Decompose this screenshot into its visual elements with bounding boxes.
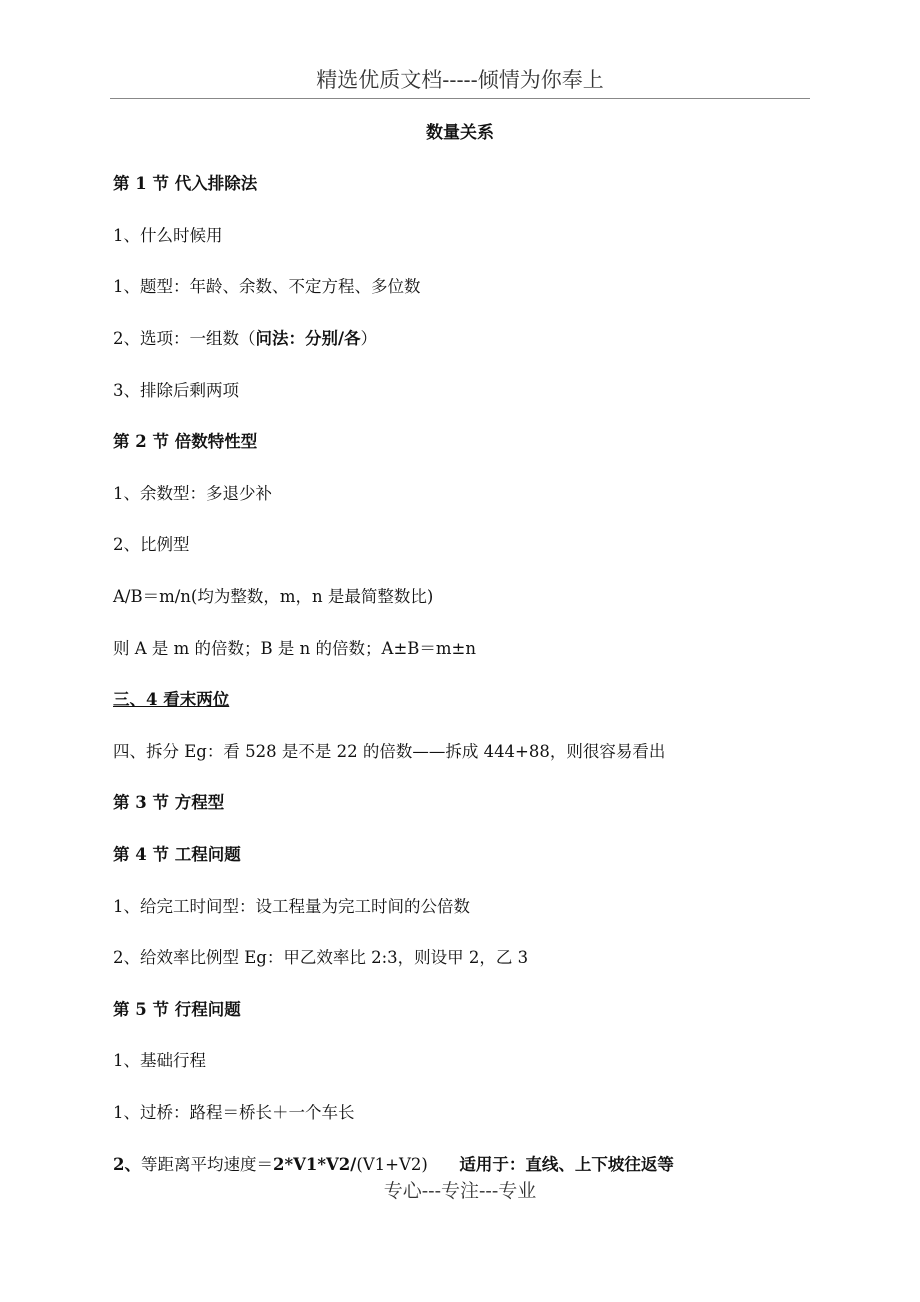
page-footer: 专心---专注---专业: [383, 1180, 537, 1202]
list-item-completion-time: 1、给完工时间型：设工程量为完工时间的公倍数: [113, 897, 470, 916]
section-heading-4: 第 4 节 工程问题: [113, 845, 241, 864]
ratio-formula: A/B＝m/n(均为整数，m，n 是最简整数比): [113, 587, 434, 606]
subheading-when-to-use: 1、什么时候用: [113, 226, 223, 245]
average-speed-label: 等距离平均速度＝: [140, 1155, 273, 1174]
average-speed-gap: [428, 1155, 459, 1174]
options-close-paren: ）: [360, 329, 378, 348]
document-title: 数量关系: [426, 123, 494, 143]
options-text: 2、选项：一组数（: [113, 329, 256, 348]
list-item-efficiency-ratio: 2、给效率比例型 Eg：甲乙效率比 2:3，则设甲 2，乙 3: [113, 948, 529, 967]
page-header: [110, 62, 810, 99]
average-speed-number: 2、: [113, 1155, 141, 1174]
list-item-ratio: 2、比例型: [113, 535, 190, 554]
list-item-bridge: 1、过桥：路程＝桥长＋一个车长: [113, 1103, 355, 1122]
average-speed-applicability: 适用于：直线、上下坡往返等: [459, 1155, 674, 1174]
list-item-eliminate: 3、排除后剩两项: [113, 381, 239, 400]
options-bold-text: 问法：分别/各: [255, 329, 361, 348]
section-heading-1: 第 1 节 代入排除法: [113, 174, 258, 193]
section-heading-3: 第 3 节 方程型: [113, 793, 225, 812]
average-speed-formula-bold: 2*V1*V2/: [272, 1155, 357, 1174]
heading-last-two-digits: 三、4 看末两位: [113, 690, 230, 709]
section-heading-2: 第 2 节 倍数特性型: [113, 432, 258, 451]
list-item-options: [113, 326, 377, 352]
ratio-conclusion: 则 A 是 m 的倍数；B 是 n 的倍数；A±B＝m±n: [113, 639, 476, 658]
average-speed-formula: (V1+V2): [356, 1155, 428, 1174]
list-item-remainder: 1、余数型：多退少补: [113, 484, 272, 503]
section-heading-5: 第 5 节 行程问题: [113, 1000, 241, 1019]
header-text: 精选优质文档-----倾情为你奉上: [316, 68, 604, 92]
list-item-question-types: 1、题型：年龄、余数、不定方程、多位数: [113, 277, 421, 296]
subheading-basic-travel: 1、基础行程: [113, 1051, 206, 1070]
list-item-average-speed: [113, 1152, 674, 1178]
split-example: 四、拆分 Eg：看 528 是不是 22 的倍数——拆成 444+88，则很容易看出: [113, 742, 666, 761]
